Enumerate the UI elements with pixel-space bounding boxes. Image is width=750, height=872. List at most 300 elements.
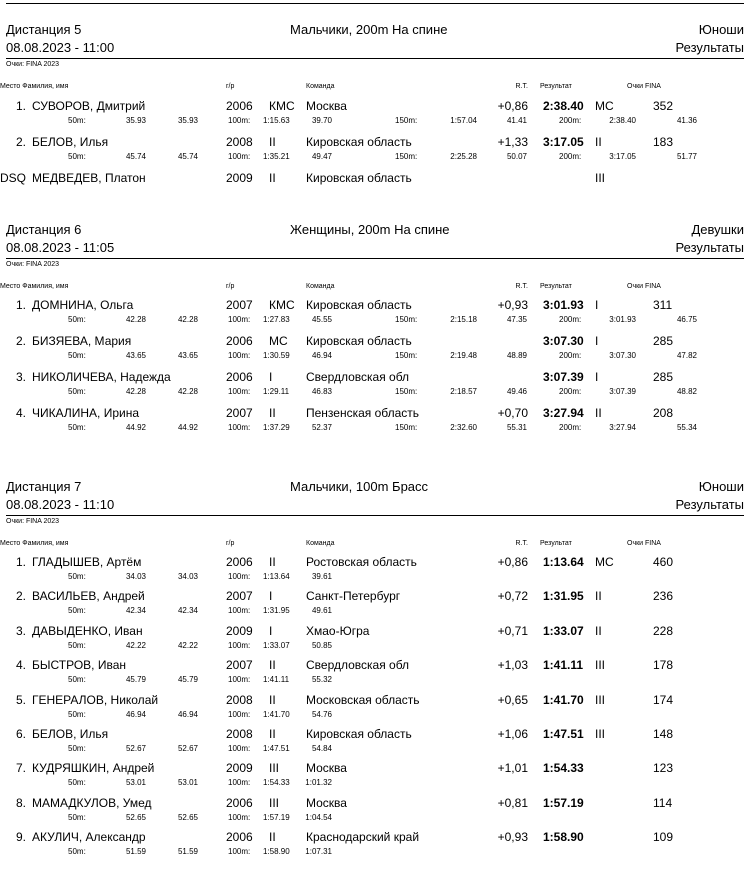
lap-100: 39.61: [311, 572, 332, 581]
row-place: 1.: [15, 298, 26, 312]
fina-points: 178: [653, 658, 674, 672]
fina-points: 228: [653, 624, 674, 638]
split-label-200: 200m:: [559, 116, 582, 125]
split-label-50: 50m:: [68, 778, 86, 787]
lap-100: 1:04.54: [305, 813, 332, 822]
split-50: 52.67: [125, 744, 146, 753]
row-place: 6.: [15, 727, 26, 741]
team-name: Хмао-Югра: [306, 624, 370, 638]
results-label: Результаты: [675, 497, 744, 512]
col-result: Результат: [540, 83, 572, 90]
split-label-50: 50m:: [68, 572, 86, 581]
sport-rank: II: [269, 830, 276, 844]
lap-100: 1:07.31: [305, 847, 332, 856]
split-50: 43.65: [125, 351, 146, 360]
split-100: 1:15.63: [263, 116, 290, 125]
result-time: 1:13.64: [543, 555, 584, 569]
team-name: Ростовская область: [306, 555, 417, 569]
col-rt: R.T.: [515, 83, 528, 90]
row-place: 9.: [15, 830, 26, 844]
team-name: Краснодарский край: [306, 830, 420, 844]
split-label-100: 100m:: [228, 641, 251, 650]
split-150: 2:15.18: [450, 315, 477, 324]
fina-points: 114: [653, 796, 673, 810]
split-150: 1:57.04: [450, 116, 477, 125]
split-label-150: 150m:: [395, 351, 418, 360]
col-rt: R.T.: [515, 540, 528, 547]
age-group: Юноши: [698, 22, 744, 37]
split-label-100: 100m:: [228, 116, 251, 125]
split-150: 2:32.60: [450, 423, 477, 432]
sport-rank: II: [269, 406, 276, 420]
reaction-time: +0,93: [497, 830, 528, 844]
split-label-100: 100m:: [228, 606, 251, 615]
result-time: 3:17.05: [543, 135, 584, 149]
split-50: 45.79: [125, 675, 146, 684]
section-rule: [6, 515, 744, 516]
lap-100: 45.55: [311, 315, 332, 324]
lap-200: 51.77: [676, 152, 697, 161]
lap-100: 54.84: [311, 744, 332, 753]
row-place: 3.: [15, 624, 26, 638]
col-place-name: Место Фамилия, имя: [0, 283, 69, 290]
sport-rank: II: [269, 658, 276, 672]
team-name: Московская область: [306, 693, 420, 707]
split-100: 1:31.95: [263, 606, 290, 615]
split-label-100: 100m:: [228, 675, 251, 684]
sport-rank: III: [269, 761, 280, 775]
team-name: Москва: [306, 761, 347, 775]
split-label-100: 100m:: [228, 387, 251, 396]
split-label-50: 50m:: [68, 315, 86, 324]
row-place: 8.: [15, 796, 26, 810]
split-150: 2:19.48: [450, 351, 477, 360]
athlete-name: КУДРЯШКИН, Андрей: [32, 761, 155, 775]
lap-150: 49.46: [506, 387, 527, 396]
row-place: 2.: [15, 589, 26, 603]
row-place: 4.: [15, 406, 26, 420]
col-place-name: Место Фамилия, имя: [0, 540, 69, 547]
split-200: 3:27.94: [609, 423, 636, 432]
split-label-200: 200m:: [559, 351, 582, 360]
lap-100: 46.94: [311, 351, 332, 360]
qualification: II: [595, 135, 602, 149]
lap-50: 34.03: [177, 572, 198, 581]
split-label-200: 200m:: [559, 387, 582, 396]
split-50: 42.28: [125, 387, 146, 396]
event-name: Мальчики, 100m Брасс: [290, 479, 429, 494]
split-100: 1:41.11: [263, 675, 290, 684]
team-name: Кировская область: [306, 135, 412, 149]
fina-points: 148: [653, 727, 674, 741]
lap-100: 49.47: [311, 152, 332, 161]
lap-50: 45.79: [177, 675, 198, 684]
split-label-100: 100m:: [228, 315, 251, 324]
split-label-50: 50m:: [68, 606, 86, 615]
row-place: 7.: [15, 761, 26, 775]
row-place: 1.: [15, 99, 26, 113]
team-name: Свердловская обл: [306, 658, 410, 672]
split-50: 51.59: [125, 847, 146, 856]
split-50: 42.28: [125, 315, 146, 324]
col-team: Команда: [306, 540, 335, 547]
col-year: г/р: [226, 83, 235, 90]
sport-rank: МС: [269, 334, 288, 348]
qualification: III: [595, 658, 606, 672]
col-points: Очки FINA: [627, 540, 661, 547]
fina-points: 123: [653, 761, 674, 775]
qualification: III: [595, 693, 606, 707]
results-label: Результаты: [675, 40, 744, 55]
fina-points: 285: [653, 370, 674, 384]
split-label-150: 150m:: [395, 152, 418, 161]
result-time: 1:41.70: [543, 693, 584, 707]
age-group: Юноши: [698, 479, 744, 494]
col-year: г/р: [226, 540, 235, 547]
athlete-name: МАМАДКУЛОВ, Умед: [32, 796, 152, 810]
points-note: Очки: FINA 2023: [6, 518, 60, 525]
birth-year: 2008: [226, 727, 253, 741]
lap-100: 49.61: [311, 606, 332, 615]
reaction-time: +0,81: [497, 796, 528, 810]
birth-year: 2006: [226, 555, 253, 569]
split-label-100: 100m:: [228, 152, 251, 161]
distance-title: Дистанция 7: [6, 479, 82, 494]
row-place: 2.: [15, 135, 26, 149]
split-200: 3:17.05: [609, 152, 636, 161]
birth-year: 2008: [226, 135, 253, 149]
lap-50: 42.28: [177, 387, 198, 396]
sport-rank: II: [269, 693, 276, 707]
split-100: 1:33.07: [263, 641, 290, 650]
split-150: 2:25.28: [450, 152, 477, 161]
row-place: 4.: [15, 658, 26, 672]
team-name: Москва: [306, 99, 347, 113]
result-time: 1:31.95: [543, 589, 584, 603]
qualification: I: [595, 370, 599, 384]
split-label-150: 150m:: [395, 423, 418, 432]
reaction-time: +0,65: [497, 693, 528, 707]
lap-50: 52.65: [177, 813, 198, 822]
row-place: 3.: [15, 370, 26, 384]
split-200: 3:07.39: [609, 387, 636, 396]
birth-year: 2007: [226, 589, 253, 603]
split-100: 1:35.21: [263, 152, 290, 161]
qualification: МС: [595, 555, 614, 569]
split-label-50: 50m:: [68, 116, 86, 125]
qualification: III: [595, 171, 606, 185]
section-rule: [6, 258, 744, 259]
team-name: Свердловская обл: [306, 370, 410, 384]
distance-title: Дистанция 5: [6, 22, 82, 37]
lap-50: 42.28: [177, 315, 198, 324]
lap-50: 53.01: [177, 778, 198, 787]
split-100: 1:41.70: [263, 710, 290, 719]
lap-200: 55.34: [676, 423, 697, 432]
reaction-time: +1,03: [497, 658, 528, 672]
split-100: 1:37.29: [263, 423, 290, 432]
fina-points: 460: [653, 555, 674, 569]
lap-150: 41.41: [506, 116, 527, 125]
lap-50: 45.74: [177, 152, 198, 161]
reaction-time: +0,93: [497, 298, 528, 312]
birth-year: 2007: [226, 658, 253, 672]
row-place: 2.: [15, 334, 26, 348]
col-year: г/р: [226, 283, 235, 290]
split-label-100: 100m:: [228, 847, 251, 856]
lap-100: 54.76: [311, 710, 332, 719]
athlete-name: ЧИКАЛИНА, Ирина: [32, 406, 140, 420]
lap-200: 41.36: [676, 116, 697, 125]
athlete-name: ДОМНИНА, Ольга: [32, 298, 134, 312]
lap-50: 42.22: [177, 641, 198, 650]
split-100: 1:58.90: [263, 847, 290, 856]
reaction-time: +0,70: [497, 406, 528, 420]
reaction-time: +0,86: [497, 555, 528, 569]
reaction-time: +1,06: [497, 727, 528, 741]
split-label-50: 50m:: [68, 847, 86, 856]
athlete-name: БЕЛОВ, Илья: [32, 135, 109, 149]
split-50: 46.94: [125, 710, 146, 719]
top-rule: [6, 3, 744, 4]
sport-rank: I: [269, 589, 273, 603]
split-label-50: 50m:: [68, 813, 86, 822]
split-100: 1:13.64: [263, 572, 290, 581]
age-group: Девушки: [691, 222, 744, 237]
fina-points: 311: [653, 298, 673, 312]
split-label-150: 150m:: [395, 387, 418, 396]
result-time: 1:33.07: [543, 624, 584, 638]
col-points: Очки FINA: [627, 283, 661, 290]
athlete-name: ГЛАДЫШЕВ, Артём: [32, 555, 142, 569]
result-time: 3:07.30: [543, 334, 584, 348]
event-name: Женщины, 200m На спине: [290, 222, 450, 237]
split-50: 42.22: [125, 641, 146, 650]
col-rt: R.T.: [515, 283, 528, 290]
athlete-name: НИКОЛИЧЕВА, Надежда: [32, 370, 171, 384]
event-datetime: 08.08.2023 - 11:00: [6, 40, 115, 55]
split-label-100: 100m:: [228, 778, 251, 787]
team-name: Кировская область: [306, 334, 412, 348]
athlete-name: БЕЛОВ, Илья: [32, 727, 109, 741]
split-label-50: 50m:: [68, 387, 86, 396]
reaction-time: +0,86: [497, 99, 528, 113]
event-datetime: 08.08.2023 - 11:10: [6, 497, 115, 512]
team-name: Кировская область: [306, 298, 412, 312]
birth-year: 2006: [226, 334, 253, 348]
split-50: 35.93: [125, 116, 146, 125]
birth-year: 2009: [226, 171, 253, 185]
sport-rank: КМС: [269, 99, 295, 113]
split-label-100: 100m:: [228, 813, 251, 822]
split-50: 44.92: [125, 423, 146, 432]
lap-100: 46.83: [311, 387, 332, 396]
qualification: II: [595, 406, 602, 420]
split-50: 34.03: [125, 572, 146, 581]
points-note: Очки: FINA 2023: [6, 261, 60, 268]
qualification: II: [595, 589, 602, 603]
split-label-50: 50m:: [68, 152, 86, 161]
result-time: 1:57.19: [543, 796, 584, 810]
birth-year: 2006: [226, 796, 253, 810]
sport-rank: КМС: [269, 298, 295, 312]
athlete-name: ДАВЫДЕНКО, Иван: [32, 624, 143, 638]
result-time: 1:47.51: [543, 727, 584, 741]
qualification: III: [595, 727, 606, 741]
split-100: 1:30.59: [263, 351, 290, 360]
col-team: Команда: [306, 283, 335, 290]
split-100: 1:47.51: [263, 744, 290, 753]
birth-year: 2007: [226, 406, 253, 420]
row-place: 1.: [15, 555, 26, 569]
sport-rank: III: [269, 796, 280, 810]
split-label-200: 200m:: [559, 152, 582, 161]
split-label-100: 100m:: [228, 423, 251, 432]
split-label-200: 200m:: [559, 315, 582, 324]
fina-points: 109: [653, 830, 674, 844]
split-200: 3:01.93: [609, 315, 636, 324]
split-label-50: 50m:: [68, 351, 86, 360]
split-label-100: 100m:: [228, 572, 251, 581]
birth-year: 2006: [226, 830, 253, 844]
lap-150: 50.07: [506, 152, 527, 161]
fina-points: 352: [653, 99, 674, 113]
fina-points: 174: [653, 693, 674, 707]
birth-year: 2009: [226, 761, 253, 775]
split-label-50: 50m:: [68, 710, 86, 719]
reaction-time: +1,01: [497, 761, 528, 775]
split-100: 1:54.33: [263, 778, 290, 787]
reaction-time: +1,33: [497, 135, 528, 149]
split-label-100: 100m:: [228, 710, 251, 719]
team-name: Кировская область: [306, 171, 412, 185]
split-100: 1:29.11: [263, 387, 290, 396]
sport-rank: I: [269, 370, 273, 384]
row-place: 5.: [15, 693, 26, 707]
event-datetime: 08.08.2023 - 11:05: [6, 240, 115, 255]
col-place-name: Место Фамилия, имя: [0, 83, 69, 90]
split-label-150: 150m:: [395, 315, 418, 324]
team-name: Кировская область: [306, 727, 412, 741]
split-label-50: 50m:: [68, 675, 86, 684]
col-result: Результат: [540, 283, 572, 290]
fina-points: 208: [653, 406, 674, 420]
sport-rank: I: [269, 624, 273, 638]
lap-100: 39.70: [311, 116, 332, 125]
athlete-name: БИЗЯЕВА, Мария: [32, 334, 132, 348]
sport-rank: II: [269, 555, 276, 569]
lap-50: 51.59: [177, 847, 198, 856]
lap-50: 46.94: [177, 710, 198, 719]
result-time: 3:27.94: [543, 406, 584, 420]
result-time: 3:07.39: [543, 370, 584, 384]
fina-points: 236: [653, 589, 674, 603]
split-50: 42.34: [125, 606, 146, 615]
sport-rank: II: [269, 135, 276, 149]
fina-points: 285: [653, 334, 674, 348]
sport-rank: II: [269, 171, 276, 185]
section-rule: [6, 58, 744, 59]
lap-150: 47.35: [506, 315, 527, 324]
result-time: 1:54.33: [543, 761, 584, 775]
split-label-100: 100m:: [228, 744, 251, 753]
lap-50: 52.67: [177, 744, 198, 753]
split-200: 2:38.40: [609, 116, 636, 125]
event-name: Мальчики, 200m На спине: [290, 22, 448, 37]
col-result: Результат: [540, 540, 572, 547]
athlete-name: МЕДВЕДЕВ, Платон: [32, 171, 146, 185]
lap-50: 43.65: [177, 351, 198, 360]
split-label-150: 150m:: [395, 116, 418, 125]
lap-100: 52.37: [311, 423, 332, 432]
athlete-name: СУВОРОВ, Дмитрий: [32, 99, 146, 113]
team-name: Пензенская область: [306, 406, 420, 420]
sport-rank: II: [269, 727, 276, 741]
birth-year: 2007: [226, 298, 253, 312]
split-label-50: 50m:: [68, 641, 86, 650]
birth-year: 2008: [226, 693, 253, 707]
split-100: 1:57.19: [263, 813, 290, 822]
result-time: 2:38.40: [543, 99, 584, 113]
lap-50: 42.34: [177, 606, 198, 615]
lap-150: 55.31: [506, 423, 527, 432]
result-time: 1:41.11: [543, 658, 584, 672]
split-label-50: 50m:: [68, 744, 86, 753]
fina-points: 183: [653, 135, 674, 149]
reaction-time: +0,72: [497, 589, 528, 603]
split-50: 53.01: [125, 778, 146, 787]
split-50: 45.74: [125, 152, 146, 161]
split-label-50: 50m:: [68, 423, 86, 432]
lap-200: 47.82: [676, 351, 697, 360]
birth-year: 2009: [226, 624, 253, 638]
result-time: 1:58.90: [543, 830, 584, 844]
row-place: DSQ: [0, 171, 27, 185]
athlete-name: АКУЛИЧ, Александр: [32, 830, 146, 844]
split-150: 2:18.57: [450, 387, 477, 396]
qualification: МС: [595, 99, 614, 113]
reaction-time: +0,71: [497, 624, 528, 638]
lap-100: 55.32: [311, 675, 332, 684]
team-name: Санкт-Петербург: [306, 589, 401, 603]
team-name: Москва: [306, 796, 347, 810]
athlete-name: ВАСИЛЬЕВ, Андрей: [32, 589, 145, 603]
result-time: 3:01.93: [543, 298, 584, 312]
split-label-200: 200m:: [559, 423, 582, 432]
qualification: I: [595, 298, 599, 312]
lap-100: 1:01.32: [305, 778, 332, 787]
results-label: Результаты: [675, 240, 744, 255]
distance-title: Дистанция 6: [6, 222, 82, 237]
lap-200: 48.82: [676, 387, 697, 396]
lap-50: 35.93: [177, 116, 198, 125]
points-note: Очки: FINA 2023: [6, 61, 60, 68]
col-points: Очки FINA: [627, 83, 661, 90]
athlete-name: ГЕНЕРАЛОВ, Николай: [32, 693, 159, 707]
athlete-name: БЫСТРОВ, Иван: [32, 658, 127, 672]
split-label-100: 100m:: [228, 351, 251, 360]
qualification: II: [595, 624, 602, 638]
split-100: 1:27.83: [263, 315, 290, 324]
qualification: I: [595, 334, 599, 348]
lap-50: 44.92: [177, 423, 198, 432]
birth-year: 2006: [226, 99, 253, 113]
split-200: 3:07.30: [609, 351, 636, 360]
lap-100: 50.85: [311, 641, 332, 650]
split-50: 52.65: [125, 813, 146, 822]
birth-year: 2006: [226, 370, 253, 384]
col-team: Команда: [306, 83, 335, 90]
